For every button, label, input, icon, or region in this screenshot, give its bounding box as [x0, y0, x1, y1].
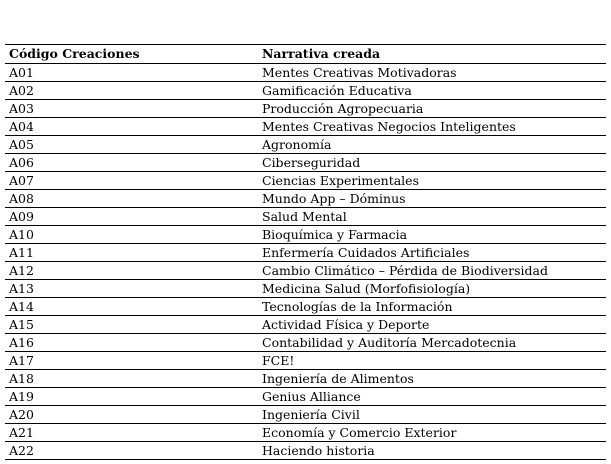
- table-row: [5, 244, 606, 262]
- cell-code: A13: [5, 280, 258, 298]
- table-row: [5, 262, 606, 280]
- table-header: [5, 45, 606, 64]
- cell-narrative: Ingeniería Civil: [258, 406, 606, 424]
- cell-code: A22: [5, 442, 258, 460]
- cell-code: A20: [5, 406, 258, 424]
- table-row: [5, 442, 606, 460]
- cell-code: A11: [5, 244, 258, 262]
- cell-narrative: Ciberseguridad: [258, 154, 606, 172]
- table-row: [5, 352, 606, 370]
- cell-code: A06: [5, 154, 258, 172]
- cell-narrative: Mentes Creativas Motivadoras: [258, 64, 606, 82]
- table-row: [5, 208, 606, 226]
- cell-code: A03: [5, 100, 258, 118]
- cell-narrative: Salud Mental: [258, 208, 606, 226]
- cell-narrative: Enfermería Cuidados Artificiales: [258, 244, 606, 262]
- cell-narrative: Medicina Salud (Morfofisiología): [258, 280, 606, 298]
- table-row: [5, 280, 606, 298]
- table-row: [5, 136, 606, 154]
- cell-narrative: Contabilidad y Auditoría Mercadotecnia: [258, 334, 606, 352]
- table-row: [5, 334, 606, 352]
- cell-code: A08: [5, 190, 258, 208]
- header-row: [5, 45, 606, 64]
- cell-code: A09: [5, 208, 258, 226]
- creations-table-container: [5, 44, 606, 460]
- cell-code: A10: [5, 226, 258, 244]
- table-row: [5, 370, 606, 388]
- cell-code: A21: [5, 424, 258, 442]
- table-row: [5, 172, 606, 190]
- table-row: [5, 388, 606, 406]
- table-row: [5, 316, 606, 334]
- cell-narrative: Producción Agropecuaria: [258, 100, 606, 118]
- cell-code: A15: [5, 316, 258, 334]
- table-row: [5, 82, 606, 100]
- cell-code: A07: [5, 172, 258, 190]
- cell-narrative: Tecnologías de la Información: [258, 298, 606, 316]
- cell-code: A17: [5, 352, 258, 370]
- table-body: [5, 64, 606, 460]
- cell-code: A18: [5, 370, 258, 388]
- table-row: [5, 226, 606, 244]
- cell-code: A19: [5, 388, 258, 406]
- cell-code: A04: [5, 118, 258, 136]
- cell-code: A12: [5, 262, 258, 280]
- cell-narrative: Cambio Climático – Pérdida de Biodiversidad: [258, 262, 606, 280]
- cell-narrative: FCE!: [258, 352, 606, 370]
- cell-narrative: Bioquímica y Farmacia: [258, 226, 606, 244]
- cell-narrative: Mundo App – Dóminus: [258, 190, 606, 208]
- table-row: [5, 100, 606, 118]
- cell-code: A01: [5, 64, 258, 82]
- table-row: [5, 406, 606, 424]
- header-code: Código Creaciones: [5, 45, 258, 64]
- cell-narrative: Genius Alliance: [258, 388, 606, 406]
- cell-code: A05: [5, 136, 258, 154]
- cell-code: A02: [5, 82, 258, 100]
- cell-narrative: Actividad Física y Deporte: [258, 316, 606, 334]
- cell-narrative: Economía y Comercio Exterior: [258, 424, 606, 442]
- header-narrative: Narrativa creada: [258, 45, 606, 64]
- table-row: [5, 190, 606, 208]
- cell-narrative: Gamificación Educativa: [258, 82, 606, 100]
- cell-narrative: Agronomía: [258, 136, 606, 154]
- cell-narrative: Ciencias Experimentales: [258, 172, 606, 190]
- cell-code: A16: [5, 334, 258, 352]
- table-row: [5, 424, 606, 442]
- cell-narrative: Mentes Creativas Negocios Inteligentes: [258, 118, 606, 136]
- cell-narrative: Haciendo historia: [258, 442, 606, 460]
- table-row: [5, 154, 606, 172]
- cell-narrative: Ingeniería de Alimentos: [258, 370, 606, 388]
- cell-code: A14: [5, 298, 258, 316]
- table-row: [5, 298, 606, 316]
- table-row: [5, 118, 606, 136]
- table-row: [5, 64, 606, 82]
- creations-table: [5, 44, 606, 460]
